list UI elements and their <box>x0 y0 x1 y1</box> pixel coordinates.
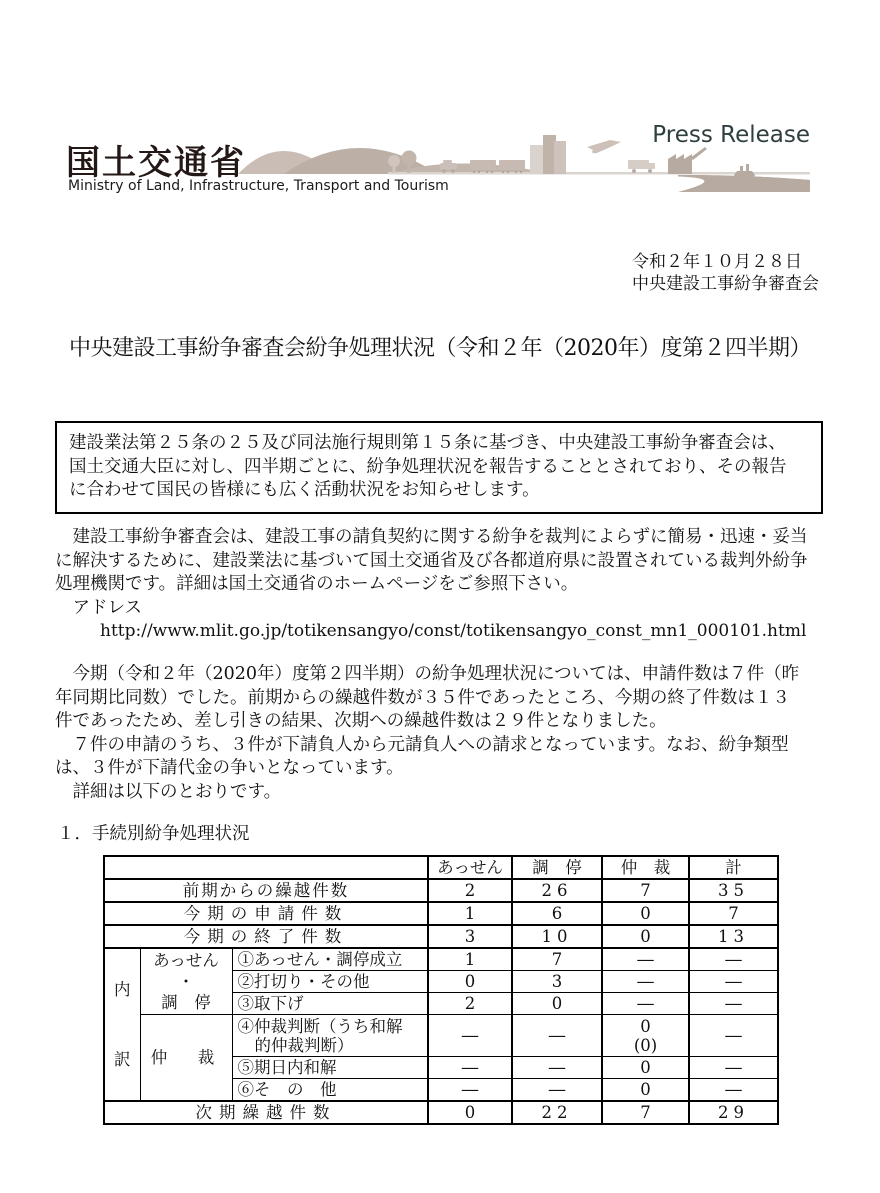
cell-value: ― <box>428 1015 512 1057</box>
col-header-chusai: 仲 裁 <box>602 856 689 879</box>
paragraph-line: 建設工事紛争審査会は、建設工事の請負契約に関する紛争を裁判によらずに簡易・迅速・妥当 <box>55 527 808 547</box>
table-row-breakdown-1 <box>104 948 778 971</box>
cell-value: 2 <box>428 879 512 902</box>
cell-value: 0 <box>602 902 689 925</box>
paragraph-line: 件であったため、差し引きの結果、次期への繰越件数は２９件となりました。 <box>55 711 667 731</box>
paragraph-line: 年同期比同数）でした。前期からの繰越件数が３５件であったところ、今期の終了件数は１３ <box>55 687 790 708</box>
row-label: ①あっせん・調停成立 <box>232 948 428 971</box>
release-date: 令和２年１０月２８日 <box>632 252 802 272</box>
notice-line: 建設業法第２５条の２５及び同法施行規則第１５条に基づき、中央建設工事紛争審査会は、 <box>69 433 786 453</box>
table-row-next-period <box>104 1101 778 1124</box>
row-label: 今期の申請件数 <box>104 902 428 925</box>
cell-value: ― <box>689 1015 778 1057</box>
truck-icon <box>628 160 655 173</box>
table-row-carried-over <box>104 879 778 902</box>
col-header-assen: あっせん <box>428 856 512 879</box>
cell-value: ― <box>512 1015 602 1057</box>
row-label: ③取下げ <box>232 993 428 1015</box>
cell-value: 0 <box>602 1079 689 1102</box>
cell-value: ― <box>689 971 778 993</box>
cell-value: 7 <box>602 879 689 902</box>
cell-value: ― <box>602 993 689 1015</box>
cell-value: ― <box>602 948 689 971</box>
cell-sub-value: (0) <box>633 1035 658 1055</box>
col-header-chotei: 調 停 <box>512 856 602 879</box>
airplane-icon <box>587 140 621 153</box>
cell-value: 7 <box>602 1101 689 1124</box>
cell-value: 10 <box>512 925 602 948</box>
cell-value: ― <box>689 1057 778 1079</box>
cell-value: ― <box>602 971 689 993</box>
buildings-icon <box>530 135 566 174</box>
cell-value: 0 <box>602 925 689 948</box>
cell-value: 2 <box>428 993 512 1015</box>
cell-value: 0 (0) <box>602 1015 689 1057</box>
row-label: ⑥そ の 他 <box>232 1079 428 1102</box>
paragraph-line: ７件の申請のうち、３件が下請負人から元請負人への請求となっています。なお、紛争類型 <box>55 734 789 755</box>
paragraph-line: アドレス <box>55 597 142 618</box>
document-title: 中央建設工事紛争審査会紛争処理状況（令和２年（2020年）度第２四半期） <box>69 336 811 361</box>
cell-value: ― <box>428 1057 512 1079</box>
table-row-breakdown-4 <box>104 1015 778 1057</box>
mlit-logo: 国土交通省 <box>66 143 246 183</box>
notice-box <box>55 421 823 514</box>
issuing-organization: 中央建設工事紛争審査会 <box>632 273 819 294</box>
cell-value: ― <box>689 993 778 1015</box>
cell-value: ― <box>428 1079 512 1102</box>
cell-value: 26 <box>512 879 602 902</box>
landscape-illustration <box>238 118 810 192</box>
subgroup-assen-chotei: あっせん ・ 調 停 <box>140 948 232 1015</box>
cell-value: ― <box>512 1079 602 1102</box>
paragraph-line: は、３件が下請代金の争いとなっています。 <box>55 758 404 778</box>
cell-value: 29 <box>689 1101 778 1124</box>
header-empty-cell <box>104 856 428 879</box>
table-row-completed <box>104 925 778 948</box>
cell-value: 0 <box>602 1057 689 1079</box>
cell-value: 7 <box>689 902 778 925</box>
row-label: 前期からの繰越件数 <box>104 879 428 902</box>
procedure-dispute-table <box>103 855 779 1125</box>
homepage-url: http://www.mlit.go.jp/totikensangyo/const/totikensangyo_const_mn1_000101.html <box>100 621 807 641</box>
press-release-label: Press Release <box>652 122 810 148</box>
cell-value: ― <box>512 1057 602 1079</box>
paragraph-line: 処理機関です。詳細は国土交通省のホームページをご参照下さい。 <box>55 574 579 594</box>
breakdown-group-label: 内 訳 <box>104 948 140 1101</box>
summary-paragraph <box>55 663 855 804</box>
cell-value: 0 <box>512 993 602 1015</box>
table-header-row <box>104 856 778 879</box>
row-label: 次期繰越件数 <box>104 1101 428 1124</box>
row-label: 今期の終了件数 <box>104 925 428 948</box>
cell-value: ― <box>689 1079 778 1102</box>
intro-paragraph <box>55 526 855 644</box>
row-label: ④仲裁判断（うち和解 的仲裁判断） <box>232 1015 428 1057</box>
section1-heading: １．手続別紛争処理状況 <box>57 824 250 844</box>
cell-value: 22 <box>512 1101 602 1124</box>
paragraph-line: 今期（令和２年（2020年）度第２四半期）の紛争処理状況については、申請件数は７件（昨 <box>55 664 800 684</box>
paragraph-line: に解決するために、建設業法に基づいて国土交通省及び各都道府県に設置されている裁判外紛争 <box>55 550 808 571</box>
cell-value: 1 <box>428 902 512 925</box>
row-label: ⑤期日内和解 <box>232 1057 428 1079</box>
cell-value: 3 <box>428 925 512 948</box>
cell-value: 0 <box>428 971 512 993</box>
col-header-total: 計 <box>689 856 778 879</box>
ship-icon <box>734 164 755 179</box>
subgroup-chusai: 仲 裁 <box>140 1015 232 1102</box>
mlit-logo-english: Ministry of Land, Infrastructure, Transport and Tourism <box>68 178 449 194</box>
factory-crane-icon <box>668 147 707 174</box>
cell-value: 13 <box>689 925 778 948</box>
cell-value: 3 <box>512 971 602 993</box>
paragraph-line: 詳細は以下のとおりです。 <box>55 781 282 802</box>
row-label: ②打切り・その他 <box>232 971 428 993</box>
date-block <box>632 252 819 295</box>
cell-value: 1 <box>428 948 512 971</box>
table-row-applications <box>104 902 778 925</box>
notice-line: に合わせて国民の皆様にも広く活動状況をお知らせします。 <box>69 480 540 500</box>
cell-value: 6 <box>512 902 602 925</box>
cell-value: 0 <box>428 1101 512 1124</box>
cell-value: 7 <box>512 948 602 971</box>
cell-value: 35 <box>689 879 778 902</box>
notice-line: 国土交通大臣に対し、四半期ごとに、紛争処理状況を報告することとされており、その報告 <box>69 456 787 477</box>
cell-value: ― <box>689 948 778 971</box>
